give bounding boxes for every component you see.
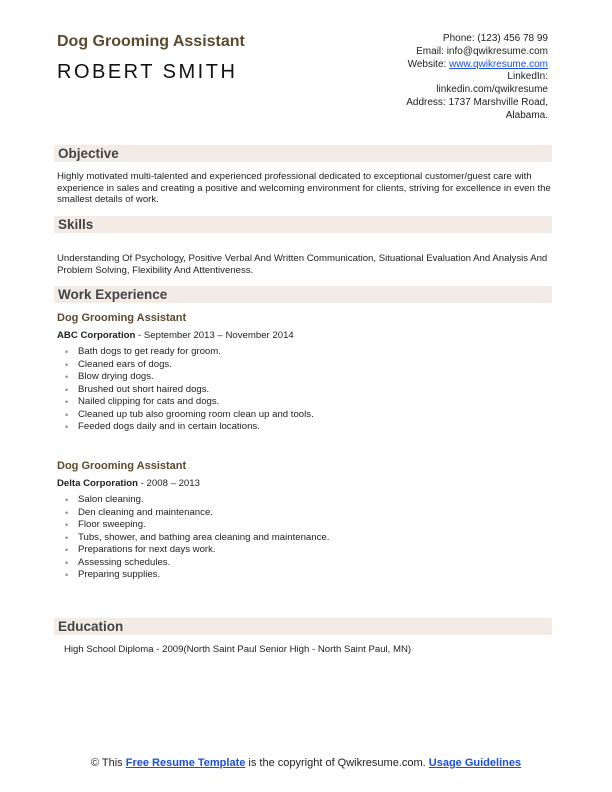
job-1-dates: - September 2013 – November 2014 [135, 330, 294, 341]
resume-header [57, 33, 245, 84]
skills-text: Understanding Of Psychology, Positive Verbal And Written Communication, Situational Evaluation And Analysis And Problem Solving, Flexibility And Attentiveness. [57, 253, 548, 276]
job-1-duties [78, 346, 314, 434]
website-link[interactable]: www.qwikresume.com [449, 58, 548, 70]
list-item: • Tubs, shower, and bathing area cleaning and maintenance. [78, 532, 329, 545]
list-item: • Feeded dogs daily and in certain locations. [78, 421, 314, 434]
job-title: Dog Grooming Assistant [57, 33, 245, 50]
objective-section-header [54, 145, 552, 162]
objective-text: Highly motivated multi-talented and experienced professional dedicated to exceptional customer/guest care with experience in sales and creating a positive and welcoming environment for clients, striving for excellence in even the smallest details of work. [57, 171, 551, 206]
list-item: • Brushed out short haired dogs. [78, 384, 314, 397]
contact-phone: Phone: (123) 456 78 99 [442, 33, 548, 44]
contact-address-line2: Alabama. [505, 109, 548, 121]
job-2-company-line [57, 478, 200, 489]
contact-address-line1: Address: 1737 Marshville Road, [406, 96, 548, 108]
list-item: • Bath dogs to get ready for groom. [78, 346, 314, 359]
person-name: ROBERT SMITH [57, 61, 238, 83]
experience-title: Work Experience [58, 287, 168, 302]
list-item: • Den cleaning and maintenance. [78, 507, 329, 520]
contact-linkedin-value: linkedin.com/qwikresume [436, 84, 548, 96]
contact-website-label: Website: [407, 58, 450, 70]
job-2-title: Dog Grooming Assistant [57, 460, 187, 472]
skills-title: Skills [58, 217, 94, 232]
footer-prefix: © This [90, 757, 126, 769]
list-item: • Nailed clipping for cats and dogs. [78, 396, 314, 409]
job-1-company-line [57, 330, 294, 341]
list-item: • Cleaned ears of dogs. [78, 359, 314, 372]
list-item: • Preparations for next days work. [78, 544, 329, 557]
objective-title: Objective [58, 146, 119, 161]
skills-section-header [54, 216, 552, 233]
education-text: High School Diploma - 2009(North Saint Paul Senior High - North Saint Paul, MN) [64, 644, 412, 655]
list-item: • Preparing supplies. [78, 569, 329, 582]
education-title: Education [58, 619, 124, 634]
list-item: • Floor sweeping. [78, 519, 329, 532]
education-section-header [54, 618, 552, 635]
contact-info [318, 33, 548, 123]
contact-email: Email: info@qwikresume.com [416, 45, 548, 57]
footer-copyright [0, 757, 612, 771]
footer-middle: is the copyright of Qwikresume.com. [245, 757, 429, 769]
list-item: • Assessing schedules. [78, 557, 329, 570]
usage-guidelines-link[interactable]: Usage Guidelines [428, 757, 522, 769]
list-item: • Cleaned up tub also grooming room clean up and tools. [78, 409, 314, 422]
contact-website [318, 59, 548, 72]
job-1-company: ABC Corporation [57, 330, 136, 341]
job-2-dates: - 2008 – 2013 [138, 478, 200, 489]
job-1-title: Dog Grooming Assistant [57, 312, 187, 324]
experience-section-header [54, 286, 552, 303]
job-2-duties [78, 494, 329, 582]
contact-linkedin-label: LinkedIn: [507, 71, 548, 83]
free-resume-template-link[interactable]: Free Resume Template [125, 757, 246, 769]
list-item: • Blow drying dogs. [78, 371, 314, 384]
job-2-company: Delta Corporation [57, 478, 139, 489]
list-item: • Salon cleaning. [78, 494, 329, 507]
